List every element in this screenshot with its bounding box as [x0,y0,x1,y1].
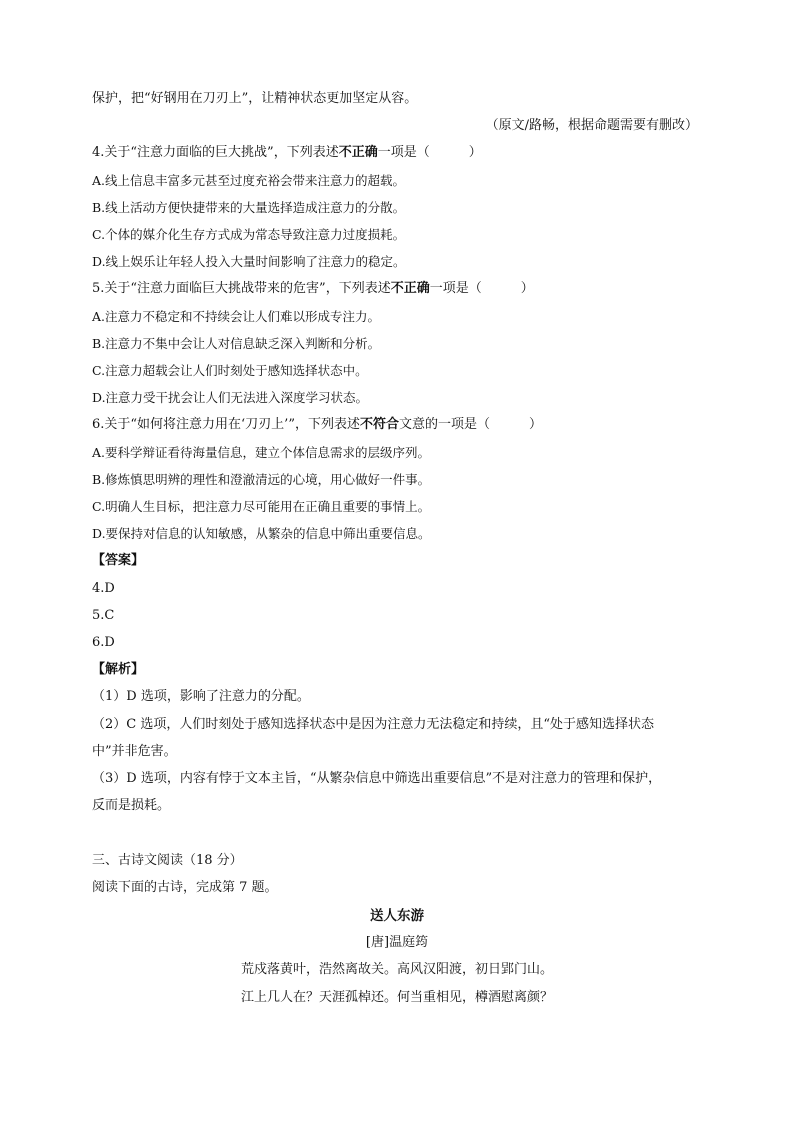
section-title: 三、古诗文阅读（18 分） [92,853,243,868]
poem-title: 送人东游 [370,908,424,924]
question-5-option-d: D.注意力受干扰会让人们无法进入深度学习状态。 [92,390,369,405]
question-6-stem: 6.关于“如何将注意力用在‘刀刃上’”，下列表述不符合文意的一项是（ ） [92,417,542,432]
analysis-line-4: （3）D 选项，内容有悖于文本主旨，“从繁杂信息中筛选出重要信息”不是对注意力的管理和保护， [92,771,662,786]
poem-author: [唐]温庭筠 [365,935,429,950]
question-6-option-d: D.要保持对信息的认知敏感，从繁杂的信息中筛出重要信息。 [92,526,431,541]
question-5-option-c: C.注意力超载会让人们时刻处于感知选择状态中。 [92,363,368,378]
analysis-line-1: （1）D 选项，影响了注意力的分配。 [92,689,310,704]
section-instruction: 阅读下面的古诗，完成第 7 题。 [92,880,278,895]
question-4-option-c: C.个体的媒介化生存方式成为常态导致注意力过度损耗。 [92,227,406,242]
answer-header: 【答案】 [92,553,145,568]
analysis-line-3: 中”并非危害。 [92,744,177,759]
question-5-stem: 5.关于“注意力面临巨大挑战带来的危害”，下列表述不正确一项是（ ） [92,281,534,296]
answer-4: 4.D [92,581,115,596]
answer-6: 6.D [92,635,115,650]
analysis-header: 【解析】 [92,662,145,677]
poem-line-1: 荒戍落黄叶，浩然离故关。高风汉阳渡，初日郢门山。 [240,962,553,977]
question-4-option-b: B.线上活动方便快捷带来的大量选择造成注意力的分散。 [92,200,406,215]
question-4-option-d: D.线上娱乐让年轻人投入大量时间影响了注意力的稳定。 [92,254,406,269]
passage-end: 保护，把“好钢用在刀刃上”，让精神状态更加坚定从容。 [92,91,418,106]
poem-line-2: 江上几人在？天涯孤棹还。何当重相见，樽酒慰离颜？ [240,990,553,1005]
source-note: （原文/路畅，根据命题需要有删改） [485,118,698,133]
question-6-option-a: A.要科学辩证看待海量信息，建立个体信息需求的层级序列。 [92,445,431,460]
question-6-option-b: B.修炼慎思明辨的理性和澄澈清远的心境，用心做好一件事。 [92,472,431,487]
answer-5: 5.C [92,608,115,623]
analysis-line-5: 反而是损耗。 [92,798,171,813]
question-4-option-a: A.线上信息丰富多元甚至过度充裕会带来注意力的超载。 [92,173,406,188]
question-5-option-a: A.注意力不稳定和不持续会让人们难以形成专注力。 [92,309,381,324]
question-6-option-c: C.明确人生目标，把注意力尽可能用在正确且重要的事情上。 [92,499,431,514]
analysis-line-2: （2）C 选项，人们时刻处于感知选择状态中是因为注意力无法稳定和持续，且“处于感知选择状态 [92,717,654,732]
question-5-option-b: B.注意力不集中会让人对信息缺乏深入判断和分析。 [92,336,381,351]
question-4-stem: 4.关于“注意力面临的巨大挑战”，下列表述不正确一项是（ ） [92,145,482,160]
